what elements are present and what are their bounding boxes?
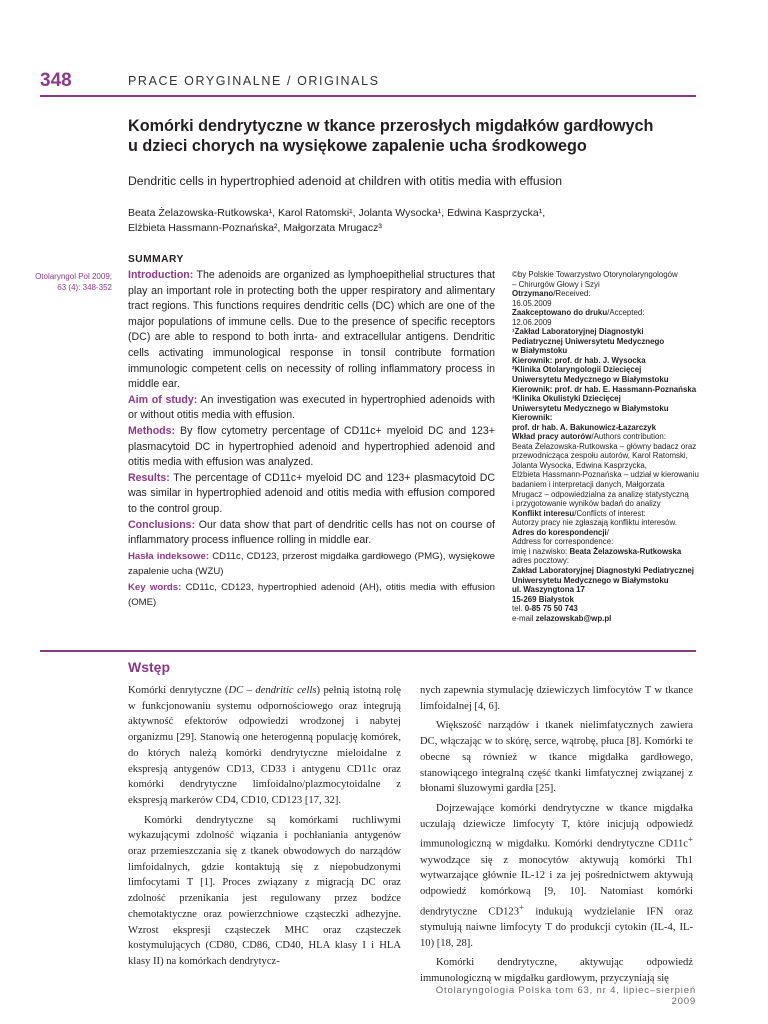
accepted-date: 12.06.2009: [512, 317, 552, 327]
postal-line: Zakład Laboratoryjnej Diagnostyki Pediatrycznej: [512, 565, 694, 575]
contribution-line: Beata Żelazowska-Rutkowska – główny badacz oraz: [512, 441, 697, 451]
abstract-label: Methods:: [128, 424, 176, 437]
contact-name-label: imię i nazwisko:: [512, 546, 570, 556]
contribution-line: i przygotowanie wyników badań do analizy: [512, 499, 661, 509]
conflict-statement: Autorzy pracy nie zgłaszają konfliktu interesów.: [512, 518, 677, 528]
body-paragraph: [128, 683, 401, 809]
author-line: Beata Żelazowska-Rutkowska¹, Karol Ratomski¹, Jolanta Wysocka¹, Edwina Kasprzycka¹,: [128, 207, 546, 219]
affiliation-line: Kierownik:: [512, 413, 553, 423]
abstract-text: An investigation was executed in hypertrophied adenoids with or without otitis media with effusion.: [128, 393, 496, 422]
contact-name-line: [512, 547, 712, 557]
page-number: 348: [40, 70, 72, 91]
contribution-line: Mrugacz – odpowiedzialna za analizę statystyczną: [512, 489, 689, 499]
abstract-label: Aim of study:: [128, 393, 198, 406]
received-label: Otrzymano: [512, 289, 554, 299]
affiliation-line: Uniwersytetu Medycznego w Białymstoku: [512, 375, 669, 385]
affiliation-line: ²Klinika Otolaryngologii Dziecięcej: [512, 365, 642, 375]
phone-label: tel.: [512, 604, 525, 614]
affiliation-line: Kierownik: prof. dr hab. J. Wysocka: [512, 355, 646, 365]
english-title: Dendritic cells in hypertrophied adenoid at children with otitis media with effusion: [128, 174, 563, 188]
postal-line: Uniwersytetu Medycznego w Białymstoku: [512, 575, 669, 585]
superscript: +: [519, 901, 525, 912]
copyright-line: – Chirurgów Głowy i Szyi: [512, 279, 600, 289]
affiliation-line: prof. dr hab. A. Bakunowicz-Łazarczyk: [512, 422, 656, 432]
title-line: Komórki dendrytyczne w tkance przerosłych migdałków gardłowych: [128, 117, 654, 135]
conflict-heading: [512, 509, 712, 519]
contribution-heading: [512, 432, 712, 442]
received-date: 16.05.2009: [512, 298, 552, 308]
abstract-label: Conclusions:: [128, 518, 196, 531]
postal-line: ul. Waszyngtona 17: [512, 585, 585, 595]
contribution-label: Wkład pracy autorów: [512, 432, 592, 442]
body-column-left: [128, 683, 401, 970]
abstract: [128, 268, 495, 610]
contribution-line: przewodnicząca zespołu autorów, Karol Ratomski,: [512, 451, 688, 461]
postal-label: adres pocztowy:: [512, 556, 570, 566]
body-paragraph: Większość narządów i tkanek nielimfatycznych zawiera DC, włączając w to skórę, serce, wątrobę, płuca [8]. Komórki te obecne są również w tkance migdałka gardłowego, stanowiącego integralną część tkanki limfatycznej związanej z błonami śluzowymi gardła [25].: [420, 720, 693, 795]
contribution-line: Elżbieta Hassmann-Poznańska – udział w kierowaniu: [512, 470, 699, 480]
page-footer: Otolaryngologia Polska tom 63, nr 4, lipiec–sierpień 2009: [435, 985, 696, 1007]
italic-term: DC – dendritic cells: [228, 685, 317, 696]
section-rule: [40, 650, 696, 652]
summary-heading: SUMMARY: [128, 254, 184, 265]
contact-name: Beata Żelazowska-Rutkowska: [569, 546, 682, 556]
body-column-right: [420, 683, 693, 987]
superscript: +: [688, 834, 693, 845]
paragraph-text: Komórki denrytyczne (: [128, 685, 229, 696]
affiliation-line: ³Klinika Okulistyki Dziecięcej: [512, 394, 621, 404]
header-rule: [40, 95, 696, 97]
title-line: u dzieci chorych na wysiękowe zapalenie ucha środkowego: [128, 137, 587, 155]
author-line: Elżbieta Hassmann-Poznańska², Małgorzata Mrugacz³: [128, 222, 382, 234]
abstract-label: Results:: [128, 471, 170, 484]
conflict-label-en: /Conflicts of interest:: [574, 508, 646, 518]
journal-ref-line: 63 (4): 348-352: [57, 282, 112, 292]
paragraph-text: indukują wydzielanie IFN oraz stymulują naiwne limfocyty T do produkcji cytokin (IL-4, IL-10) [18, 28].: [420, 906, 693, 949]
contribution-label-en: /Authors contribution:: [591, 432, 666, 442]
received-line: [512, 289, 712, 299]
postal-line: 15-269 Białystok: [512, 594, 574, 604]
accepted-line: [512, 308, 712, 318]
article-info-box: [512, 270, 712, 623]
paragraph-text: ) pełnią istotną rolę w funkcjonowaniu systemu odpornościowego oraz integrują aktywność efektorów odpowiedzi wrodzonej i nabytej organizmu [29]. Stanowią one heterogenną populację komórek, do których należą komórki dendrytyczne mieloidalne z ekspresją antygenów CD13, CD33 i antygenu CD11c oraz komórki dendrytyczne limfoidalno/plazmocytoidalne z ekspresją markerów CD4, CD10, CD123 [17, 32].: [128, 685, 402, 806]
key-words: [128, 580, 495, 611]
author-list: [128, 206, 698, 236]
accepted-label: Zaakceptowano do druku: [512, 308, 608, 318]
affiliation-line: ¹Zakład Laboratoryjnej Diagnostyki: [512, 327, 644, 337]
index-terms: [128, 549, 495, 580]
correspondence-heading: [512, 528, 712, 538]
section-heading: Wstęp: [128, 659, 170, 675]
abstract-text: CD11c, CD123, hypertrophied adenoid (AH), otitis media with effusion (OME): [128, 581, 495, 608]
journal-reference: [12, 272, 112, 293]
abstract-text: By flow cytometry percentage of CD11c+ myeloid DC and 123+ plasmacytoid DC in hypertrophied adenoid and hypertrophied adenoid and otitis media with effusion was analyzed.: [128, 424, 495, 469]
body-paragraph: Komórki dendrytyczne, aktywując odpowiedź immunologiczną w migdałku gardłowym, przyczyniają się: [420, 957, 693, 985]
abstract-text: The adenoids are organized as lymphoepithelial structures that play an important role in protecting both the upper respiratory and alimentary tract regions. This functions requires dendritic cells (DC) which are one of the major populations of immune cells. Due to the presence of specific receptors (DC) are able to respond to both inrta- and extracellular antigens. Dendritic cells activating immunological response in tonsil contribute formation immunologic competent cells on necessity of rolling inflammatory process in middle ear.: [128, 269, 495, 391]
email-line: [512, 614, 712, 624]
conflict-label: Konflikt interesu: [512, 508, 575, 518]
abstract-label: Introduction:: [128, 269, 194, 281]
abstract-text: Our data show that part of dendritic cells has not on course of inflammatory process influence rolling in middle ear.: [128, 518, 495, 547]
correspondence-label: Adres do korespondencji: [512, 527, 607, 537]
phone-number: 0-85 75 50 743: [524, 604, 578, 614]
correspondence-label-en: Address for correspondence:: [512, 537, 614, 547]
abstract-aim: [128, 393, 495, 424]
paragraph-text: Dojrzewające komórki dendrytyczne w tkance migdałka uczulają dziewicze limfocyty T, które inicjują odpowiedź immunologiczną w migdałku. Komórki dendrytyczne CD11c: [420, 802, 693, 850]
body-paragraph: Komórki dendrytyczne są komórkami ruchliwymi wykazującymi zdolność wiązania i pochłaniania antygenów oraz przemieszczania się z tkanek obwodowych do narządów limfoidalnych, gdzie kontaktują się z niepobudzonymi limfocytami T [1]. Proces związany z migracją DC oraz zdolność przenikania jest regulowany przez bodźce chemotaktyczne oraz powierzchniowe cząsteczki adhezyjne. Wzrost ekspresji cząsteczek MHC oraz cząsteczek kostymulujących (CD80, CD86, CD40, HLA klasy I i HLA klasy II) na komórkach dendrytycz-: [128, 814, 401, 967]
body-paragraph: [420, 801, 693, 951]
abstract-text: CD11c, CD123, przerost migdałka gardłowego (PMG), wysiękowe zapalenie ucha (WZU): [128, 550, 495, 578]
running-head: PRACE ORYGINALNE / ORIGINALS: [128, 74, 380, 88]
abstract-introduction: [128, 268, 495, 393]
contribution-line: badaniem i interpretacji danych, Małgorzata: [512, 480, 665, 490]
abstract-text: The percentage of CD11c+ myeloid DC and 123+ plasmacytoid DC was similar in hypertrophied adenoid and otitis media with effusion compored to the control group.: [128, 471, 495, 515]
contribution-line: Jolanta Wysocka, Edwina Kasprzycka,: [512, 460, 648, 470]
abstract-methods: [128, 424, 495, 471]
body-paragraph: nych zapewnia stymulację dziewiczych limfocytów T w tkance limfoidalnej [4, 6].: [420, 685, 693, 712]
received-label-en: /Received:: [553, 289, 591, 299]
abstract-label: Key words:: [128, 581, 182, 593]
journal-ref-line: Otolaryngol Pol 2009;: [35, 272, 112, 281]
abstract-results: [128, 471, 495, 518]
abstract-conclusions: [128, 518, 495, 549]
copyright-line: ©by Polskie Towarzystwo Otorynolaryngologów: [512, 270, 678, 279]
accepted-label-en: /Accepted:: [607, 308, 645, 318]
abstract-label: Hasła indeksowe:: [128, 550, 210, 562]
affiliation-line: Uniwersytetu Medycznego w Białymstoku: [512, 403, 669, 413]
email-link[interactable]: zelazowskab@wp.pl: [535, 613, 612, 623]
affiliation-line: w Białymstoku: [512, 346, 568, 356]
email-label: e-mail: [512, 613, 536, 623]
phone-line: [512, 604, 712, 614]
affiliation-line: Kierownik: prof. dr hab. E. Hassmann-Poznańska: [512, 384, 697, 394]
article-title: [128, 116, 708, 156]
paragraph-text: wywodzące się z monocytów aktywują komórki Th1 wytwarzające głównie IL-12 i za jej pośrednictwem aktywują odpowiedź komórkową [9, 10]. Natomiast komórki dendrytyczne CD123: [420, 854, 693, 918]
correspondence-slash: /: [606, 527, 609, 537]
affiliation-line: Pediatrycznej Uniwersytetu Medycznego: [512, 336, 665, 346]
